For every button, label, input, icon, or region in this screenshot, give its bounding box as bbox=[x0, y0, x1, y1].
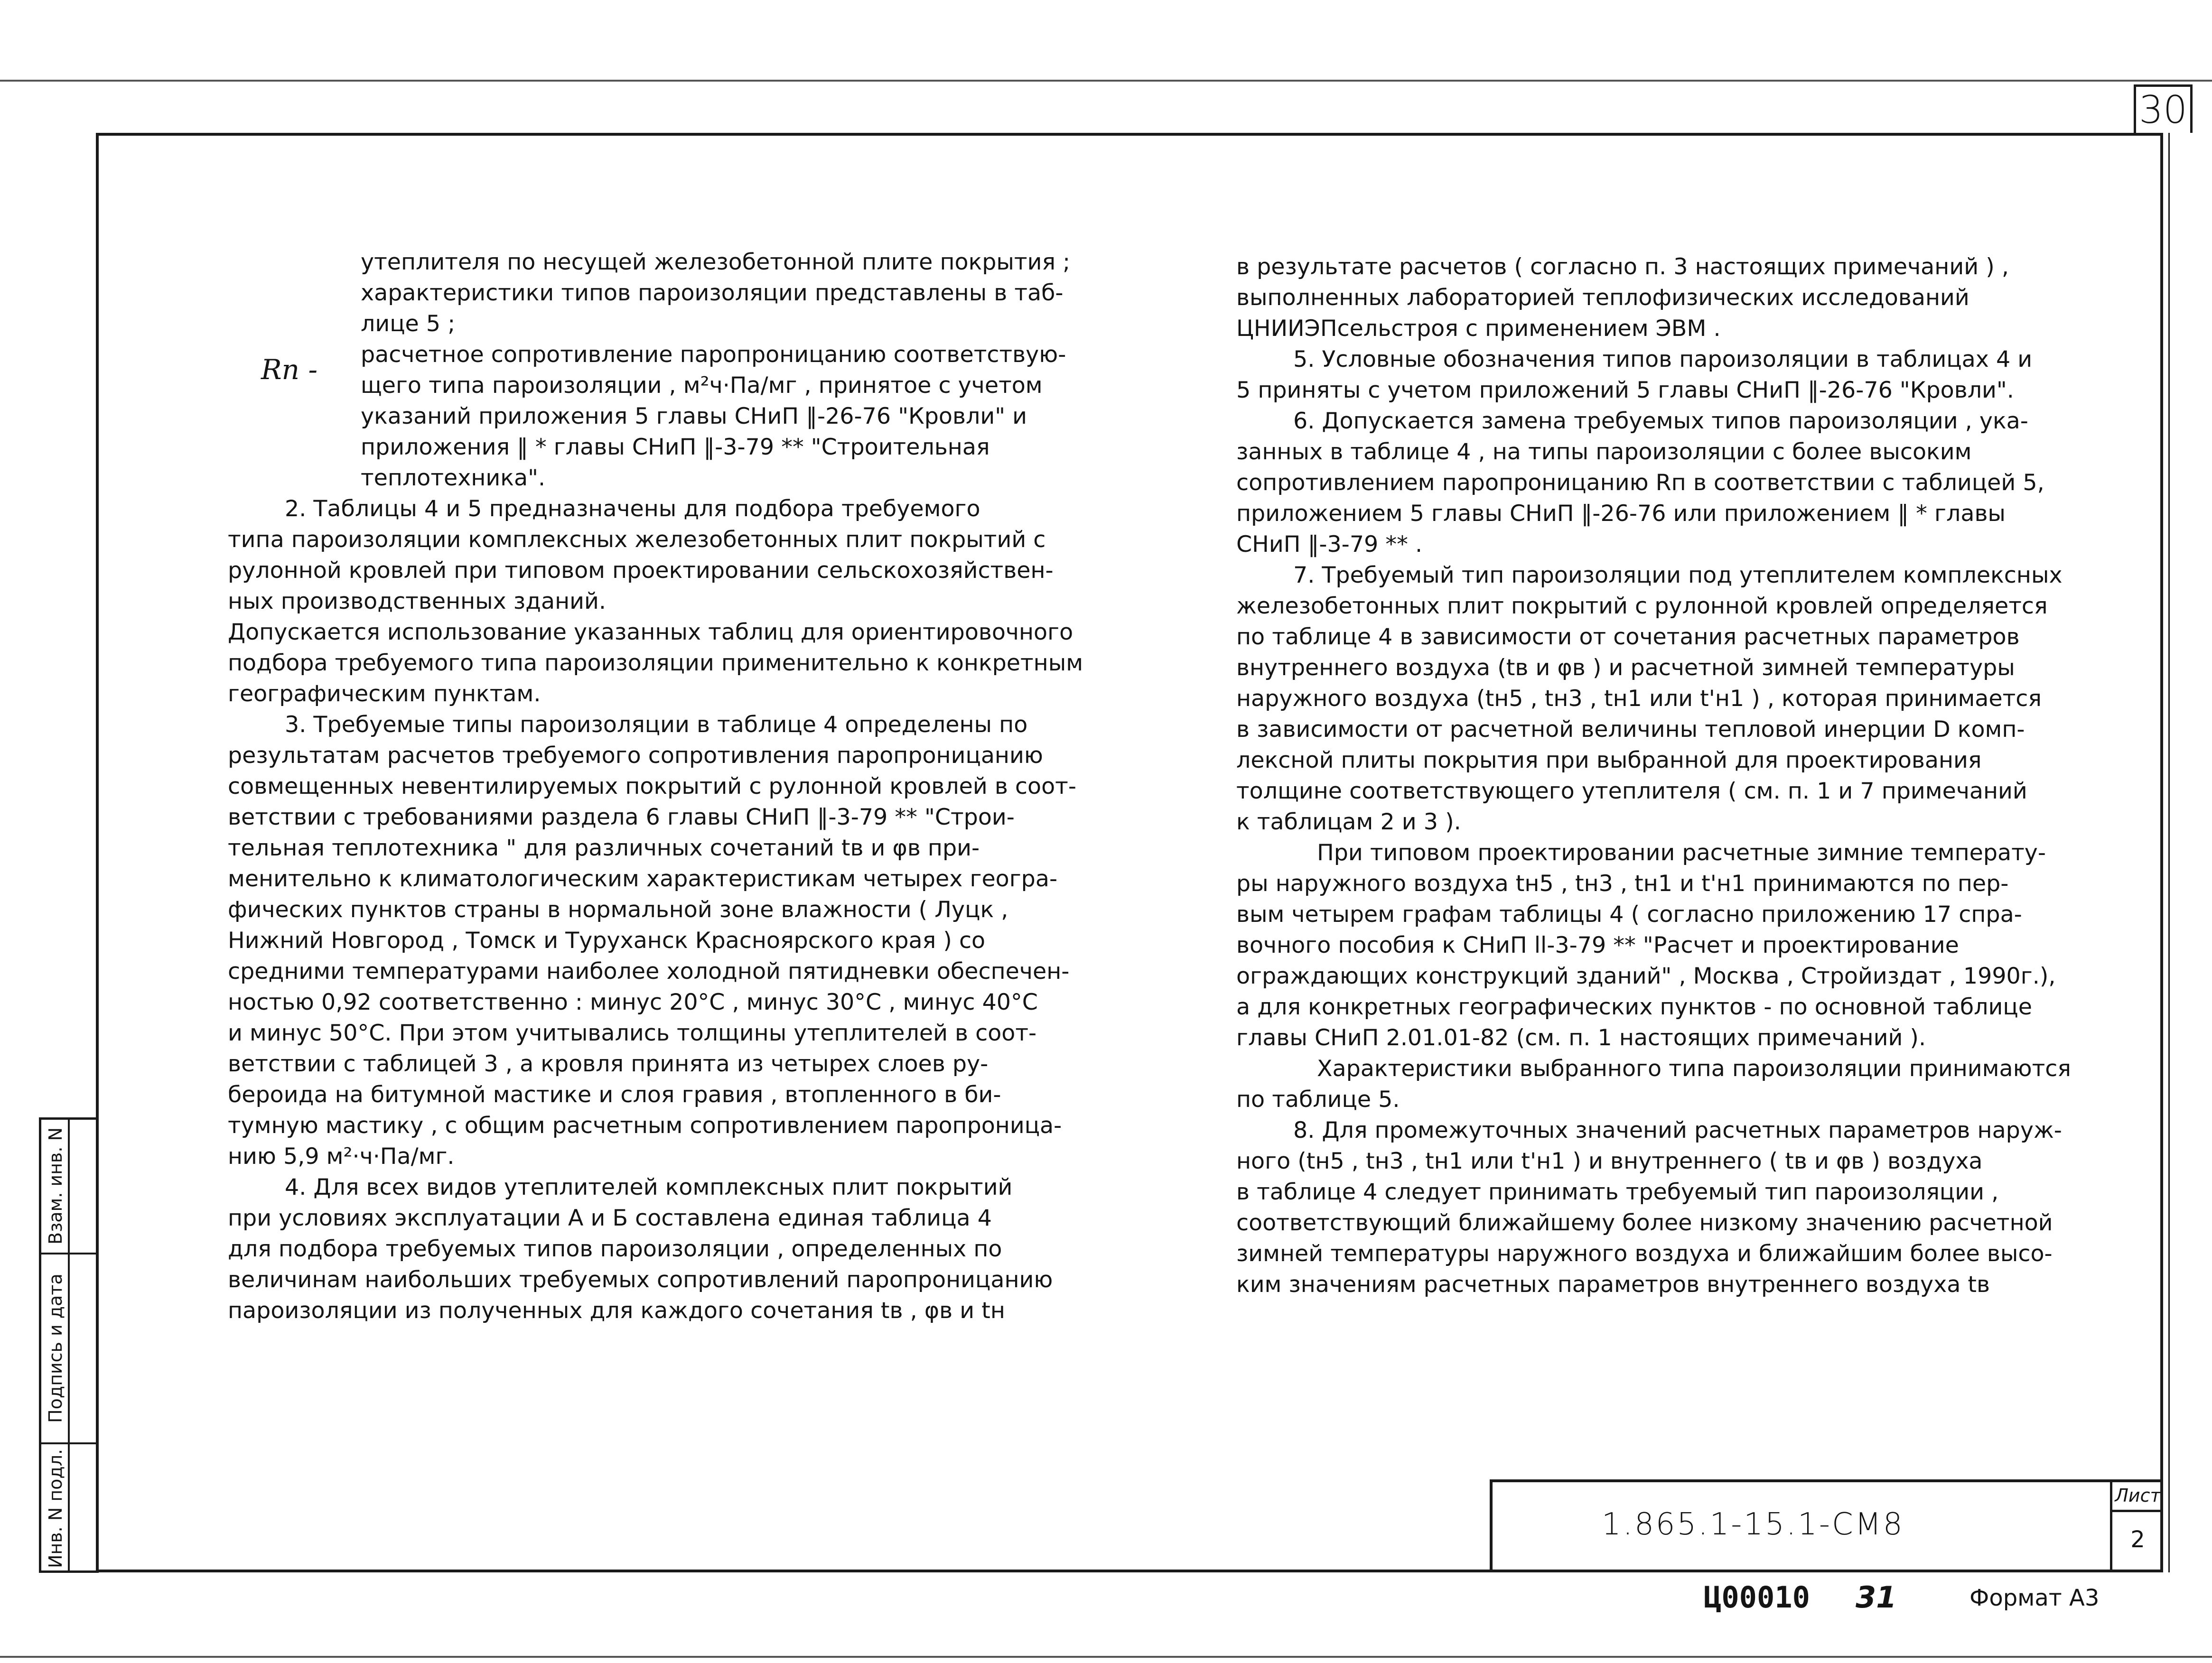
text-line: 3. Требуемые типы пароизоляции в таблице 4 определены по bbox=[285, 712, 1028, 738]
text-line: ким значениям расчетных параметров внутреннего воздуха tв bbox=[1236, 1272, 1990, 1298]
text-line: географическим пунктам. bbox=[228, 681, 541, 707]
text-line: щего типа пароизоляции , м²ч·Па/мг , принятое с учетом bbox=[361, 372, 1043, 399]
text-line: Допускается использование указанных таблиц для ориентировочного bbox=[228, 619, 1073, 645]
text-line: лице 5 ; bbox=[361, 311, 456, 337]
text-line: совмещенных невентилируемых покрытий с рулонной кровлей в соот- bbox=[228, 773, 1076, 799]
text-line: выполненных лабораторией теплофизических исследований bbox=[1236, 285, 1969, 311]
page-number: 31 bbox=[1856, 1580, 1897, 1615]
text-line: пароизоляции из полученных для каждого сочетания tв , φв и tн bbox=[228, 1298, 1005, 1324]
text-line: зимней температуры наружного воздуха и ближайшим более высо- bbox=[1236, 1241, 2053, 1267]
text-line: толщине соответствующего утеплителя ( см. п. 1 и 7 примечаний bbox=[1236, 778, 2027, 804]
text-line: приложения ‖ * главы СНиП ‖-3-79 ** "Строительная bbox=[361, 434, 990, 460]
text-line: и минус 50°С. При этом учитывались толщины утеплителей в соот- bbox=[228, 1020, 1037, 1046]
text-line: 5. Условные обозначения типов пароизоляции в таблицах 4 и bbox=[1293, 346, 2033, 372]
rp-symbol: Rп - bbox=[261, 353, 318, 386]
stamp-label-inv: Инв. N подл. bbox=[45, 1449, 66, 1568]
text-line: при условиях эксплуатации А и Б составлена единая таблица 4 bbox=[228, 1205, 992, 1231]
text-line: бероида на битумной мастике и слоя гравия , втопленного в би- bbox=[228, 1082, 1001, 1108]
bottom-rule bbox=[0, 1656, 2212, 1658]
text-line: ры наружного воздуха tн5 , tн3 , tн1 и t'н1 принимаются по пер- bbox=[1236, 871, 2009, 897]
text-line: типа пароизоляции комплексных железобетонных плит покрытий с bbox=[228, 527, 1046, 553]
title-block bbox=[1490, 1479, 2163, 1572]
text-line: ветствии с таблицей 3 , а кровля принята из четырех слоев ру- bbox=[228, 1051, 989, 1077]
text-line: рулонной кровлей при типовом проектировании сельскохозяйствен- bbox=[228, 557, 1054, 584]
text-line: ных производственных зданий. bbox=[228, 588, 606, 614]
archive-code: Ц00010 bbox=[1704, 1580, 1810, 1615]
text-line: средними температурами наиболее холодной пятидневки обеспечен- bbox=[228, 958, 1070, 985]
top-rule bbox=[0, 80, 2212, 82]
text-line: в таблице 4 следует принимать требуемый тип пароизоляции , bbox=[1236, 1179, 1999, 1205]
text-line: фических пунктов страны в нормальной зоне влажности ( Луцк , bbox=[228, 897, 1008, 923]
text-line: соответствующий ближайшему более низкому значению расчетной bbox=[1236, 1210, 2053, 1236]
text-line: 7. Требуемый тип пароизоляции под утеплителем комплексных bbox=[1293, 562, 2063, 588]
text-line: для подбора требуемых типов пароизоляции , определенных по bbox=[228, 1236, 1002, 1262]
text-line: менительно к климатологическим характеристикам четырех геогра- bbox=[228, 866, 1058, 892]
text-line: подбора требуемого типа пароизоляции применительно к конкретным bbox=[228, 650, 1083, 676]
text-line: в результате расчетов ( согласно п. 3 настоящих примечаний ) , bbox=[1236, 254, 2009, 280]
text-line: к таблицам 2 и 3 ). bbox=[1236, 809, 1461, 835]
text-line: а для конкретных географических пунктов - по основной таблице bbox=[1236, 994, 2032, 1020]
text-line: тельная теплотехника " для различных сочетаний tв и φв при- bbox=[228, 835, 980, 861]
text-line: по таблице 5. bbox=[1236, 1087, 1400, 1113]
right-text-column bbox=[1236, 251, 2071, 1300]
format-label: Формат А3 bbox=[1969, 1585, 2100, 1611]
text-line: При типовом проектировании расчетные зимние температу- bbox=[1317, 840, 2046, 866]
text-line: расчетное сопротивление паропроницанию соответствую- bbox=[361, 342, 1066, 368]
document-code: 1.865.1-15.1-СМ8 bbox=[1602, 1507, 1904, 1542]
text-line: лексной плиты покрытия при выбранной для проектирования bbox=[1236, 747, 1982, 773]
text-line: ностью 0,92 соответственно : минус 20°С , минус 30°С , минус 40°С bbox=[228, 989, 1038, 1015]
text-line: Характеристики выбранного типа пароизоляции принимаются bbox=[1317, 1056, 2071, 1082]
approval-stamp bbox=[39, 1117, 99, 1573]
text-line: результатам расчетов требуемого сопротивления паропроницанию bbox=[228, 743, 1043, 769]
text-line: ветствии с требованиями раздела 6 главы СНиП ‖-3-79 ** "Строи- bbox=[228, 804, 1015, 830]
text-line: величинам наибольших требуемых сопротивлений паропроницанию bbox=[228, 1267, 1053, 1293]
sheet-label: Лист bbox=[2112, 1482, 2163, 1512]
text-line: приложением 5 главы СНиП ‖-26-76 или приложением ‖ * главы bbox=[1236, 501, 2006, 527]
text-line: 6. Допускается замена требуемых типов пароизоляции , ука- bbox=[1293, 408, 2028, 434]
text-line: характеристики типов пароизоляции представлены в таб- bbox=[361, 280, 1064, 306]
text-line: ограждающих конструкций зданий" , Москва , Стройиздат , 1990г.), bbox=[1236, 963, 2056, 989]
text-line: сопротивлением паропроницанию Rп в соответствии с таблицей 5, bbox=[1236, 470, 2044, 496]
text-line: теплотехника". bbox=[361, 465, 546, 491]
text-line: 2. Таблицы 4 и 5 предназначены для подбора требуемого bbox=[285, 496, 980, 522]
stamp-label-replace: Взам. инв. N bbox=[45, 1127, 66, 1245]
stamp-label-signature: Подпись и дата bbox=[45, 1273, 66, 1423]
text-line: наружного воздуха (tн5 , tн3 , tн1 или t'н1 ) , которая принимается bbox=[1236, 686, 2042, 712]
text-line: ЦНИИЭПсельстроя с применением ЭВМ . bbox=[1236, 316, 1721, 342]
text-line: 5 приняты с учетом приложений 5 главы СНиП ‖-26-76 "Кровли". bbox=[1236, 377, 2014, 403]
text-line: внутреннего воздуха (tв и φв ) и расчетной зимней температуры bbox=[1236, 655, 2015, 681]
text-line: железобетонных плит покрытий с рулонной кровлей определяется bbox=[1236, 593, 2048, 619]
frame-right-edge bbox=[2163, 133, 2170, 1572]
text-line: утеплителя по несущей железобетонной плите покрытия ; bbox=[361, 249, 1071, 275]
text-line: тумную мастику , с общим расчетным сопротивлением паропроница- bbox=[228, 1113, 1062, 1139]
text-line: вым четырем графам таблицы 4 ( согласно приложению 17 спра- bbox=[1236, 901, 2022, 928]
text-line: вочного пособия к СНиП ll-3-79 ** "Расчет и проектирование bbox=[1236, 932, 1959, 958]
text-line: 4. Для всех видов утеплителей комплексных плит покрытий bbox=[285, 1174, 1013, 1200]
text-line: СНиП ‖-3-79 ** . bbox=[1236, 531, 1423, 557]
text-line: ного (tн5 , tн3 , tн1 или t'н1 ) и внутреннего ( tв и φв ) воздуха bbox=[1236, 1148, 1983, 1174]
left-text-column bbox=[228, 247, 1083, 1326]
text-line: 8. Для промежуточных значений расчетных параметров наруж- bbox=[1293, 1117, 2062, 1143]
text-line: в зависимости от расчетной величины тепловой инерции D комп- bbox=[1236, 716, 2025, 743]
text-line: нию 5,9 м²·ч·Па/мг. bbox=[228, 1143, 455, 1170]
text-line: указаний приложения 5 главы СНиП ‖-26-76 "Кровли" и bbox=[361, 403, 1027, 429]
text-line: Нижний Новгород , Томск и Туруханск Красноярского края ) со bbox=[228, 928, 986, 954]
sheet-value: 2 bbox=[2130, 1526, 2145, 1553]
text-line: занных в таблице 4 , на типы пароизоляции с более высоким bbox=[1236, 439, 1972, 465]
sheet-cell bbox=[2110, 1482, 2163, 1572]
text-line: по таблице 4 в зависимости от сочетания расчетных параметров bbox=[1236, 624, 2020, 650]
top-sheet-number: 30 bbox=[2134, 84, 2193, 133]
text-line: главы СНиП 2.01.01-82 (см. п. 1 настоящих примечаний ). bbox=[1236, 1025, 1926, 1051]
